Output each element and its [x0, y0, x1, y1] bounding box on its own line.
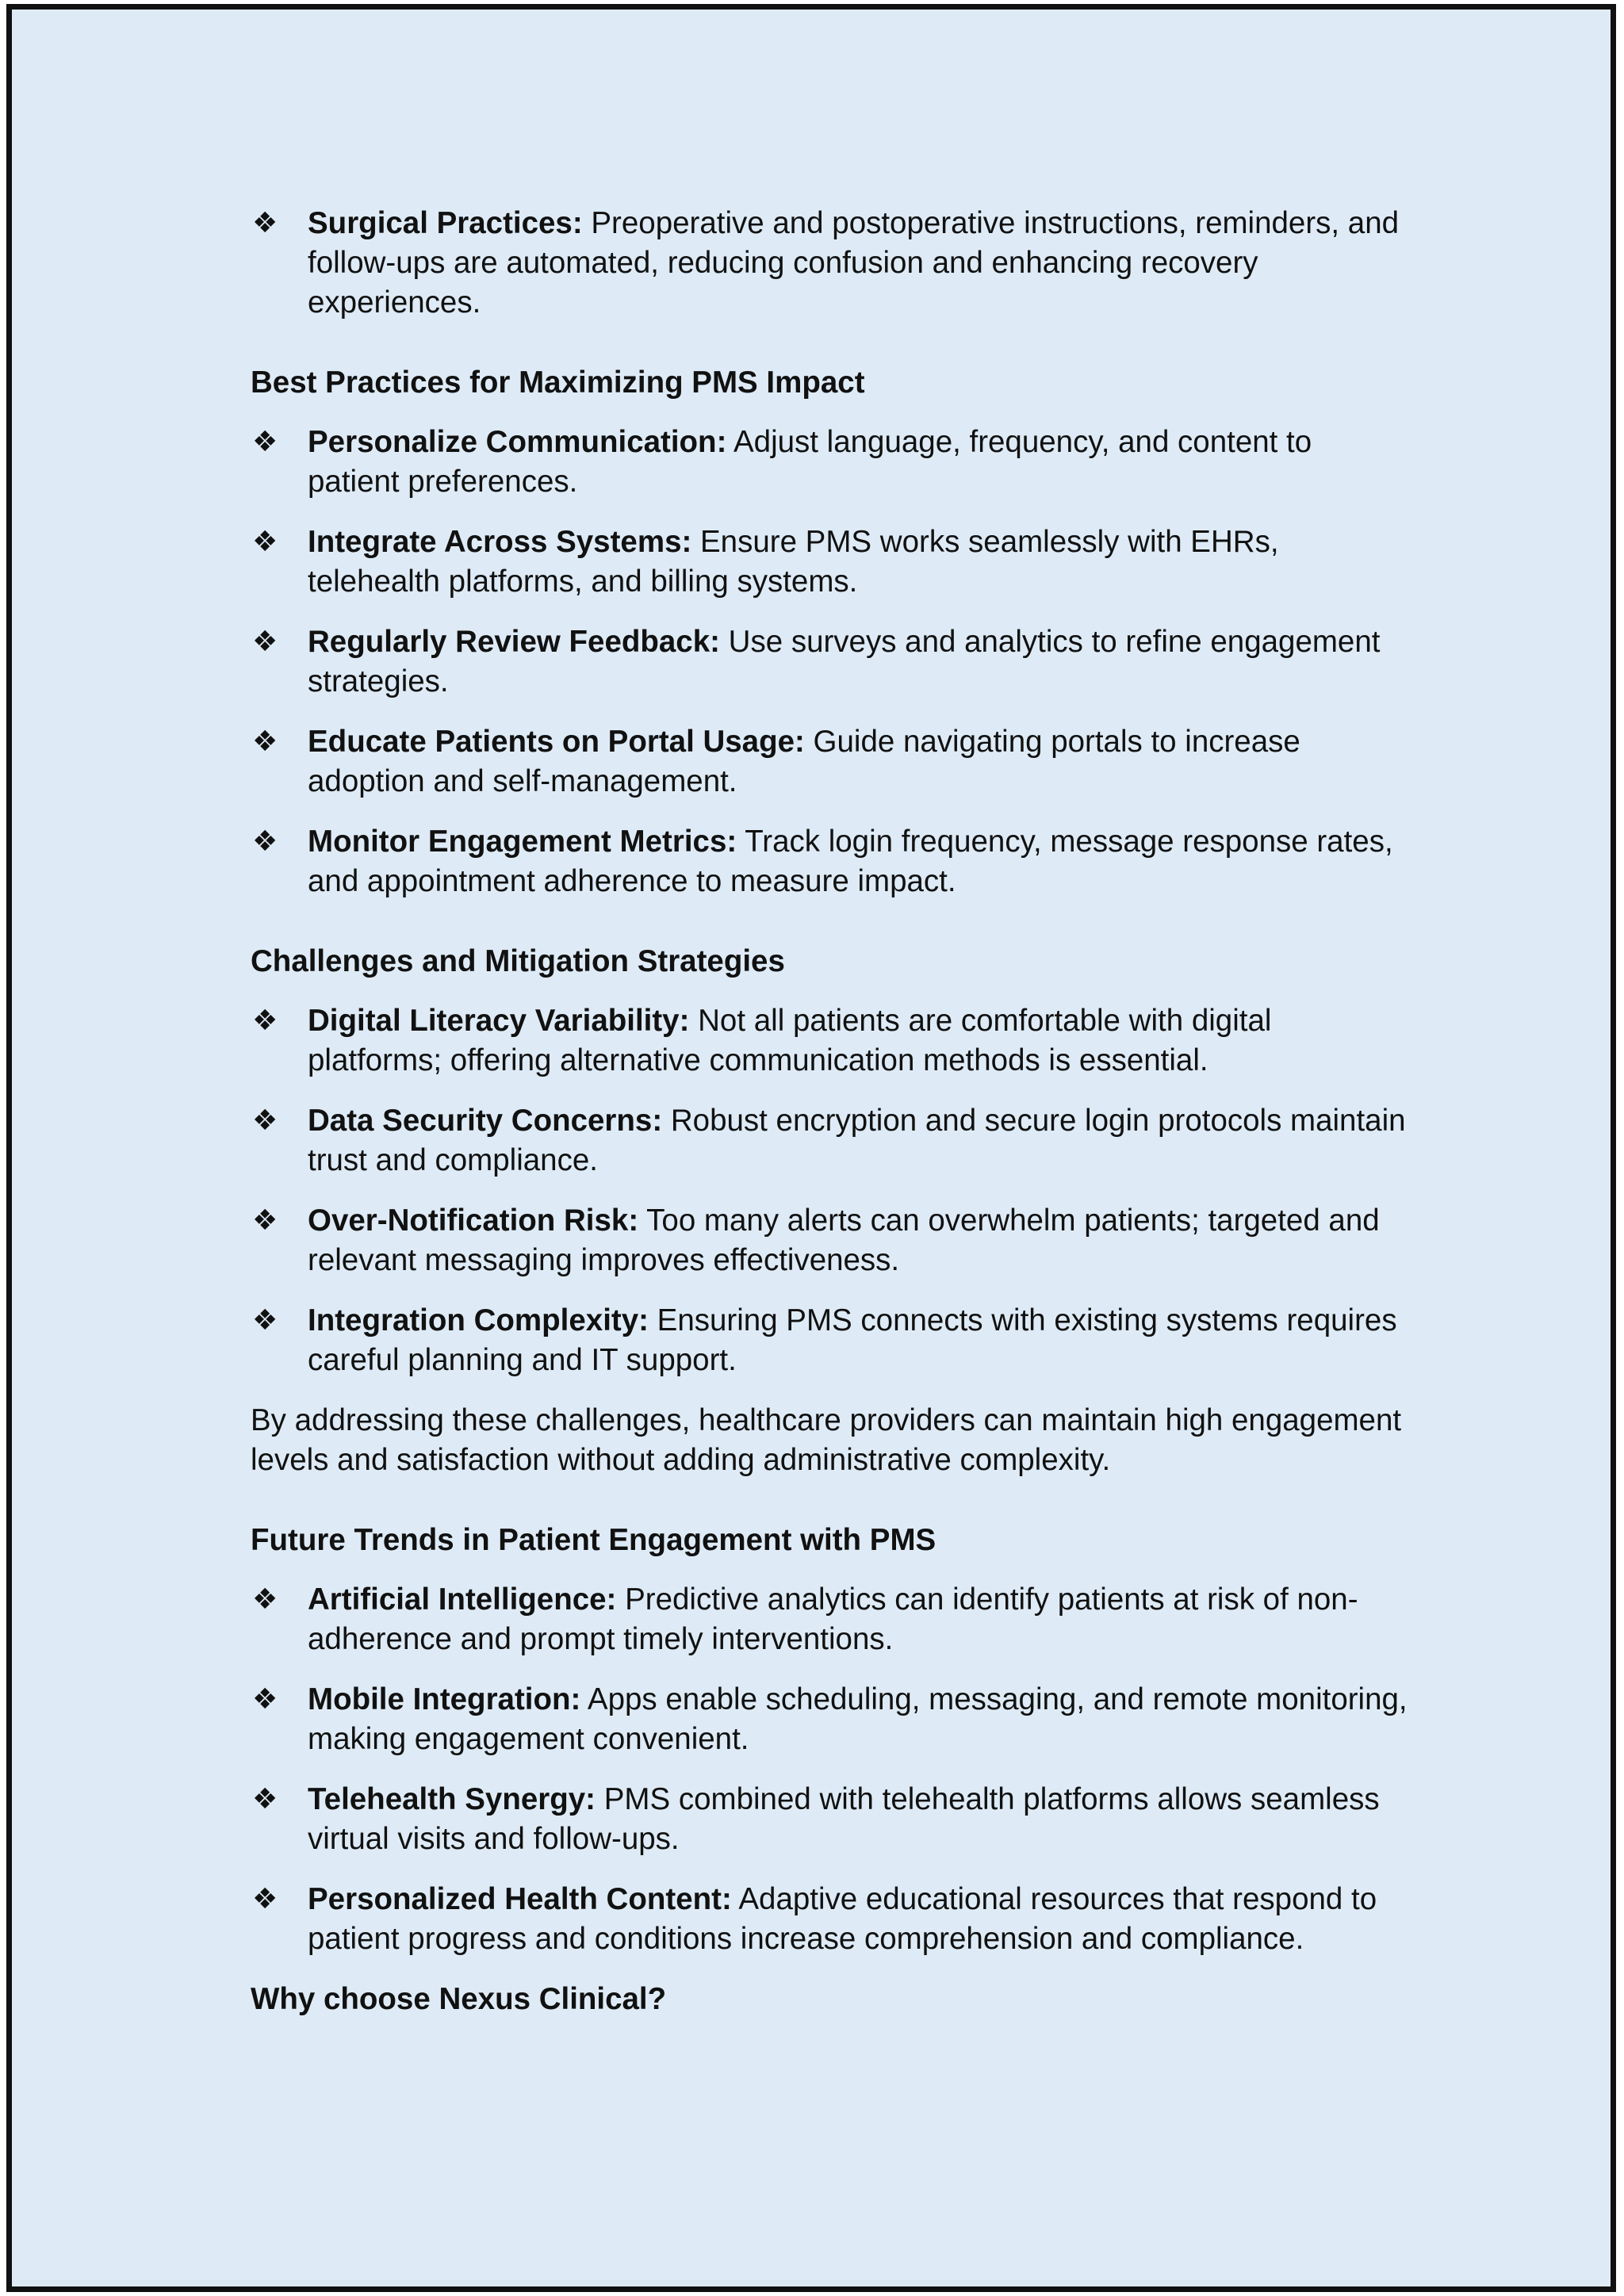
best-practices-list: [251, 423, 1408, 901]
section-heading-challenges: Challenges and Mitigation Strategies: [251, 944, 785, 978]
list-item: [251, 423, 1408, 502]
list-item: [251, 1101, 1408, 1181]
item-term: Integration Complexity:: [308, 1303, 649, 1337]
list-item: [251, 822, 1408, 901]
item-term: Educate Patients on Portal Usage:: [308, 725, 805, 759]
item-text: PMS combined with telehealth platforms allows seamless virtual visits and follow-ups.: [308, 1782, 1380, 1856]
diamond-bullet-icon: ❖: [252, 207, 278, 239]
item-text: Predictive analytics can identify patients at risk of non-adherence and prompt timely interventions.: [308, 1582, 1358, 1656]
list-item: [251, 1880, 1408, 1959]
item-text: Adjust language, frequency, and content to patient preferences.: [308, 425, 1312, 499]
list-item: [251, 1580, 1408, 1659]
list-item: [251, 204, 1408, 323]
diamond-bullet-icon: ❖: [252, 426, 278, 458]
diamond-bullet-icon: ❖: [252, 725, 278, 758]
item-term: Regularly Review Feedback:: [308, 625, 720, 659]
document-body: [251, 204, 1408, 2019]
diamond-bullet-icon: ❖: [252, 825, 278, 858]
intro-list: [251, 204, 1408, 323]
diamond-bullet-icon: ❖: [252, 1783, 278, 1816]
diamond-bullet-icon: ❖: [252, 526, 278, 558]
list-item: [251, 1301, 1408, 1380]
page-frame: [6, 4, 1616, 2292]
item-text: Robust encryption and secure login protocols maintain trust and compliance.: [308, 1104, 1406, 1177]
list-item: [251, 1780, 1408, 1859]
diamond-bullet-icon: ❖: [252, 1104, 278, 1137]
section-heading-future-trends: Future Trends in Patient Engagement with PMS: [251, 1523, 936, 1557]
list-item: [251, 1201, 1408, 1280]
item-text: Ensuring PMS connects with existing systems requires careful planning and IT support.: [308, 1303, 1397, 1377]
item-term: Data Security Concerns:: [308, 1104, 663, 1138]
diamond-bullet-icon: ❖: [252, 1004, 278, 1037]
item-term: Mobile Integration:: [308, 1682, 581, 1716]
item-term: Telehealth Synergy:: [308, 1782, 596, 1816]
item-text: Guide navigating portals to increase adoption and self-management.: [308, 725, 1300, 798]
item-text: Apps enable scheduling, messaging, and remote monitoring, making engagement convenient.: [308, 1682, 1408, 1756]
list-item: [251, 522, 1408, 602]
list-item: [251, 622, 1408, 702]
item-text: Use surveys and analytics to refine engagement strategies.: [308, 625, 1381, 698]
item-term: Surgical Practices:: [308, 206, 583, 240]
item-text: Adaptive educational resources that respond to patient progress and conditions increase comprehension and compliance.: [308, 1882, 1377, 1956]
closing-paragraph: By addressing these challenges, healthcare providers can maintain high engagement levels and satisfaction without adding administrative complexity.: [251, 1403, 1402, 1477]
item-term: Digital Literacy Variability:: [308, 1004, 690, 1038]
diamond-bullet-icon: ❖: [252, 1683, 278, 1716]
item-term: Personalized Health Content:: [308, 1882, 732, 1916]
item-term: Artificial Intelligence:: [308, 1582, 617, 1617]
diamond-bullet-icon: ❖: [252, 1204, 278, 1237]
item-term: Monitor Engagement Metrics:: [308, 825, 737, 859]
challenges-list: [251, 1001, 1408, 1380]
diamond-bullet-icon: ❖: [252, 1883, 278, 1915]
list-item: [251, 1680, 1408, 1759]
item-text: Ensure PMS works seamlessly with EHRs, telehealth platforms, and billing systems.: [308, 525, 1279, 599]
diamond-bullet-icon: ❖: [252, 626, 278, 658]
list-item: [251, 1001, 1408, 1081]
item-text: Too many alerts can overwhelm patients; targeted and relevant messaging improves effectiveness.: [308, 1203, 1380, 1277]
future-trends-list: [251, 1580, 1408, 1959]
diamond-bullet-icon: ❖: [252, 1583, 278, 1616]
item-term: Personalize Communication:: [308, 425, 727, 459]
section-heading-best-practices: Best Practices for Maximizing PMS Impact: [251, 365, 865, 400]
item-text: Track login frequency, message response rates, and appointment adherence to measure impact.: [308, 825, 1393, 898]
list-item: [251, 722, 1408, 802]
item-term: Over-Notification Risk:: [308, 1203, 639, 1238]
diamond-bullet-icon: ❖: [252, 1304, 278, 1337]
final-heading: Why choose Nexus Clinical?: [251, 1982, 667, 2016]
item-text: Preoperative and postoperative instructions, reminders, and follow-ups are automated, reducing confusion and enhancing recovery experiences.: [308, 206, 1400, 320]
item-term: Integrate Across Systems:: [308, 525, 692, 559]
item-text: Not all patients are comfortable with digital platforms; offering alternative communication methods is essential.: [308, 1004, 1272, 1077]
